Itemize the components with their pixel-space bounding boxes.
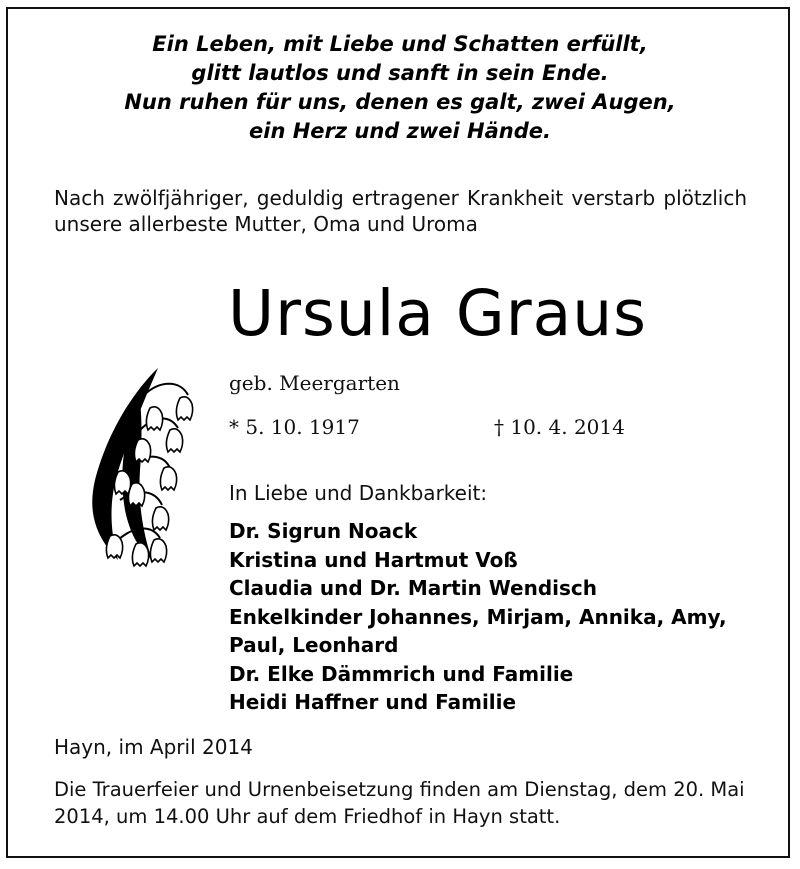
birth-date: * 5. 10. 1917: [229, 415, 360, 439]
deceased-name: Ursula Graus: [228, 277, 647, 350]
mourners-list: [229, 517, 727, 717]
lily-of-the-valley-icon: [80, 360, 200, 575]
mourner-name: Dr. Sigrun Noack: [229, 519, 418, 543]
mourner-name: Enkelkinder Johannes, Mirjam, Annika, Amy,: [229, 604, 727, 629]
mourner-name: Heidi Haffner und Familie: [229, 690, 517, 714]
poem: [0, 30, 800, 146]
poem-line: ein Herz und zwei Hände.: [249, 119, 551, 143]
thanks-line: In Liebe und Dankbarkeit:: [229, 481, 488, 505]
poem-line: Nun ruhen für uns, denen es galt, zwei Augen,: [124, 90, 676, 114]
intro-text: Nach zwölfjähriger, geduldig ertragener Krankheit verstarb plötzlich unsere allerbeste Mutter, Oma und Uroma: [54, 186, 747, 236]
place-date: Hayn, im April 2014: [54, 735, 253, 759]
mourner-name: Dr. Elke Dämmrich und Familie: [229, 661, 574, 686]
mourner-name: Paul, Leonhard: [229, 633, 399, 657]
poem-line: glitt lautlos und sanft in sein Ende.: [191, 61, 609, 85]
mourner-name: Claudia und Dr. Martin Wendisch: [229, 576, 598, 600]
funeral-notice: Die Trauerfeier und Urnenbeisetzung finden am Dienstag, dem 20. Mai 2014, um 14.00 Uhr auf dem Friedhof in Hayn statt.: [54, 778, 745, 828]
birth-name: geb. Meergarten: [229, 371, 400, 395]
poem-line: Ein Leben, mit Liebe und Schatten erfüllt,: [152, 32, 648, 56]
mourner-name: Kristina und Hartmut Voß: [229, 547, 518, 572]
death-date: † 10. 4. 2014: [494, 415, 625, 439]
